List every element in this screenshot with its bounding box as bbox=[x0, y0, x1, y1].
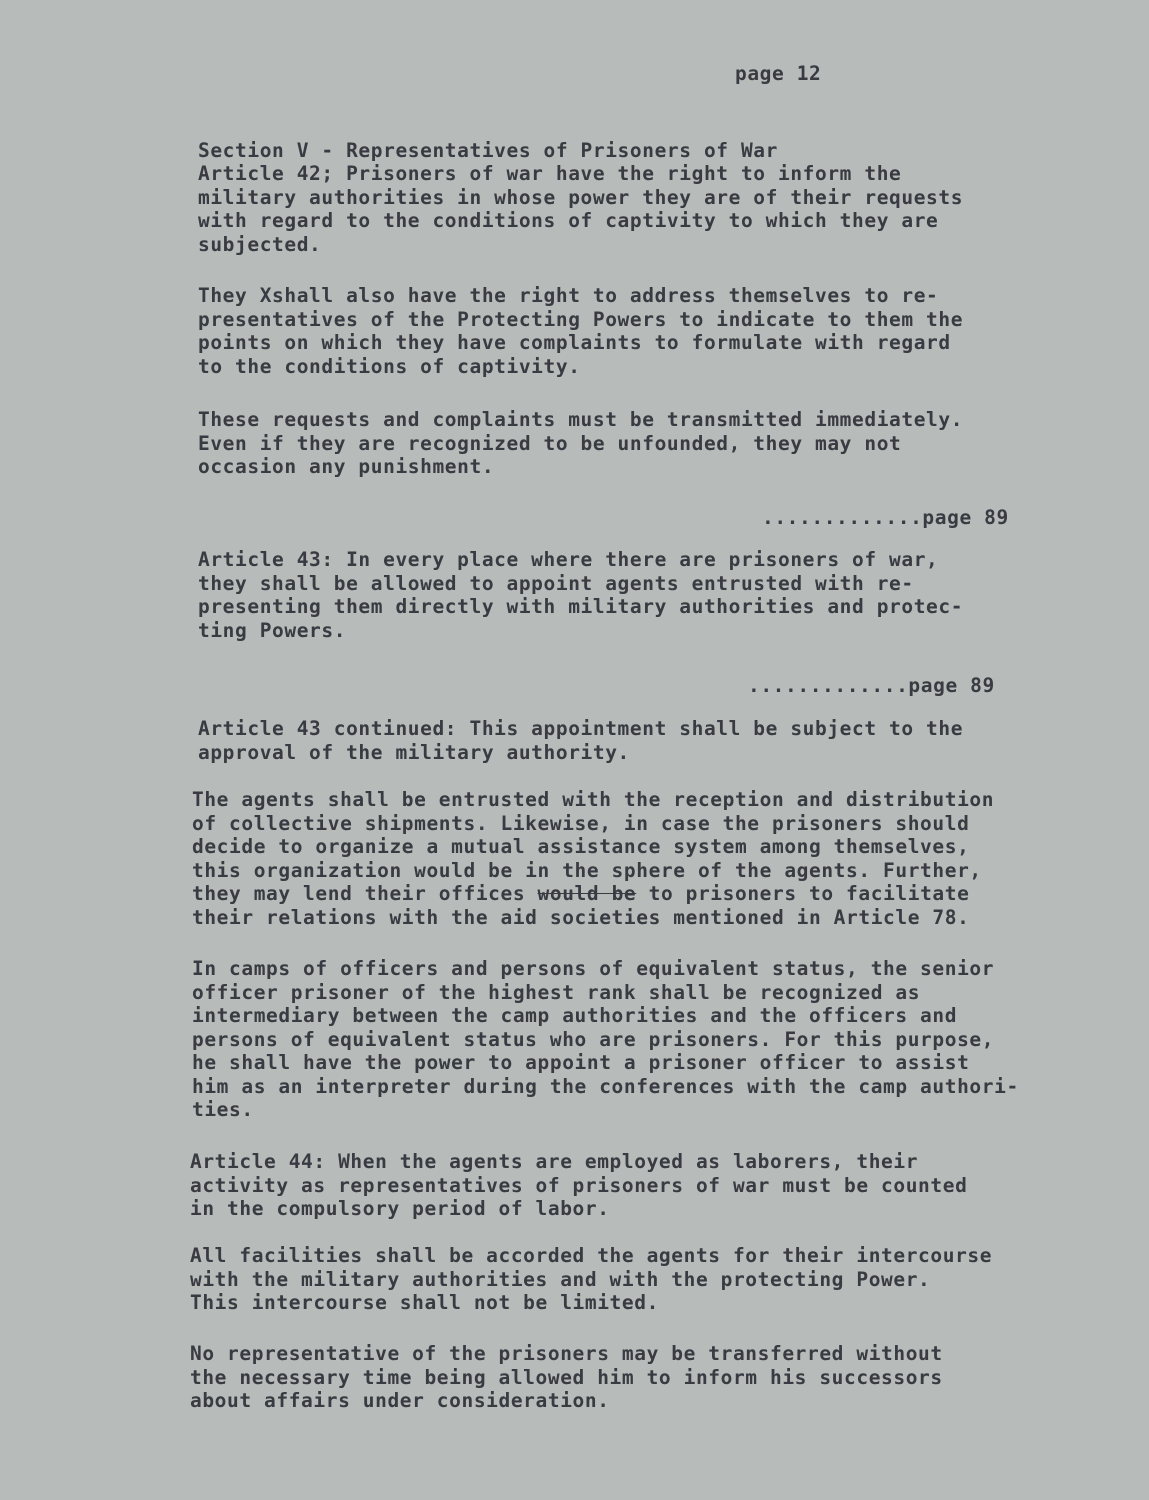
text-line: to the conditions of captivity. bbox=[198, 354, 581, 378]
text-line: presentatives of the Protecting Powers to indicate to them the bbox=[198, 307, 964, 331]
text-line: These requests and complaints must be transmitted immediately. bbox=[198, 408, 964, 431]
article-43-paragraph-2 bbox=[198, 717, 963, 764]
article-44-paragraph-1 bbox=[190, 1150, 967, 1221]
article-43-paragraph-1 bbox=[198, 548, 963, 642]
text-line: They Xshall also have the right to address themselves to re- bbox=[198, 284, 939, 307]
text-line: about affairs under consideration. bbox=[190, 1389, 610, 1412]
article-42-paragraph-1 bbox=[198, 162, 963, 256]
text-line: points on which they have complaints to formulate with regard bbox=[198, 331, 951, 354]
text-line: of collective shipments. Likewise, in case the prisoners should bbox=[192, 811, 970, 835]
text-line: presenting them directly with military authorities and protec- bbox=[198, 595, 964, 618]
struck-text: would be bbox=[537, 882, 637, 905]
article-43-paragraph-4 bbox=[192, 957, 1019, 1122]
text-line: with the military authorities and with the protecting Power. bbox=[190, 1267, 931, 1291]
text-line: to prisoners to facilitate bbox=[648, 882, 970, 905]
page-reference: .............page 89 bbox=[748, 674, 995, 697]
text-line: him as an interpreter during the conferences with the camp authori- bbox=[192, 1074, 1019, 1098]
text-line: their relations with the aid societies mentioned in Article 78. bbox=[192, 905, 970, 929]
text-line: this organization would be in the sphere of the agents. Further, bbox=[192, 858, 982, 882]
text-line: All facilities shall be accorded the agents for their intercourse bbox=[190, 1244, 993, 1267]
text-line: approval of the military authority. bbox=[198, 740, 630, 764]
text-line: No representative of the prisoners may be transferred without bbox=[190, 1342, 943, 1365]
text-line: This intercourse shall not be limited. bbox=[190, 1291, 659, 1314]
section-heading: Section V - Representatives of Prisoners of War bbox=[198, 139, 778, 162]
text-line: intermediary between the camp authorities and the officers and bbox=[192, 1004, 958, 1027]
text-line: they shall be allowed to appoint agents entrusted with re- bbox=[198, 571, 914, 595]
text-line: military authorities in whose power they are of their requests bbox=[198, 185, 964, 209]
text-line: activity as representatives of prisoners of war must be counted bbox=[190, 1173, 968, 1197]
text-line: with regard to the conditions of captivity to which they are bbox=[198, 209, 939, 232]
text-line: the necessary time being allowed him to inform his successors bbox=[190, 1365, 943, 1389]
text-line: decide to organize a mutual assistance system among themselves, bbox=[192, 835, 970, 858]
text-line: persons of equivalent status who are prisoners. For this purpose, bbox=[192, 1027, 995, 1051]
text-line: The agents shall be entrusted with the reception and distribution bbox=[192, 788, 995, 811]
text-line: ties. bbox=[192, 1098, 254, 1121]
text-line: In camps of officers and persons of equivalent status, the senior bbox=[192, 957, 995, 980]
article-43-paragraph-3 bbox=[192, 788, 994, 929]
text-line: ting Powers. bbox=[198, 618, 347, 642]
text-line: officer prisoner of the highest rank shall be recognized as bbox=[192, 980, 921, 1004]
text-line: Article 43 continued: This appointment shall be subject to the bbox=[198, 717, 964, 740]
text-line: Article 42; Prisoners of war have the right to inform the bbox=[198, 162, 902, 185]
text-line: Article 43: In every place where there are prisoners of war, bbox=[198, 548, 939, 571]
text-line: Even if they are recognized to be unfounded, they may not bbox=[198, 431, 902, 455]
article-42-paragraph-2 bbox=[198, 284, 963, 378]
page-number: page 12 bbox=[735, 62, 822, 85]
article-42-paragraph-3 bbox=[198, 408, 963, 479]
text-line: occasion any punishment. bbox=[198, 455, 495, 478]
text-line: they may lend their offices bbox=[192, 882, 526, 905]
text-line: Article 44: When the agents are employed as laborers, their bbox=[190, 1150, 919, 1173]
text-line: in the compulsory period of labor. bbox=[190, 1197, 610, 1220]
text-line: subjected. bbox=[198, 232, 322, 256]
article-44-paragraph-2 bbox=[190, 1244, 992, 1315]
article-44-paragraph-3 bbox=[190, 1342, 943, 1413]
text-line: he shall have the power to appoint a prisoner officer to assist bbox=[192, 1051, 970, 1074]
page-reference: .............page 89 bbox=[762, 506, 1009, 529]
